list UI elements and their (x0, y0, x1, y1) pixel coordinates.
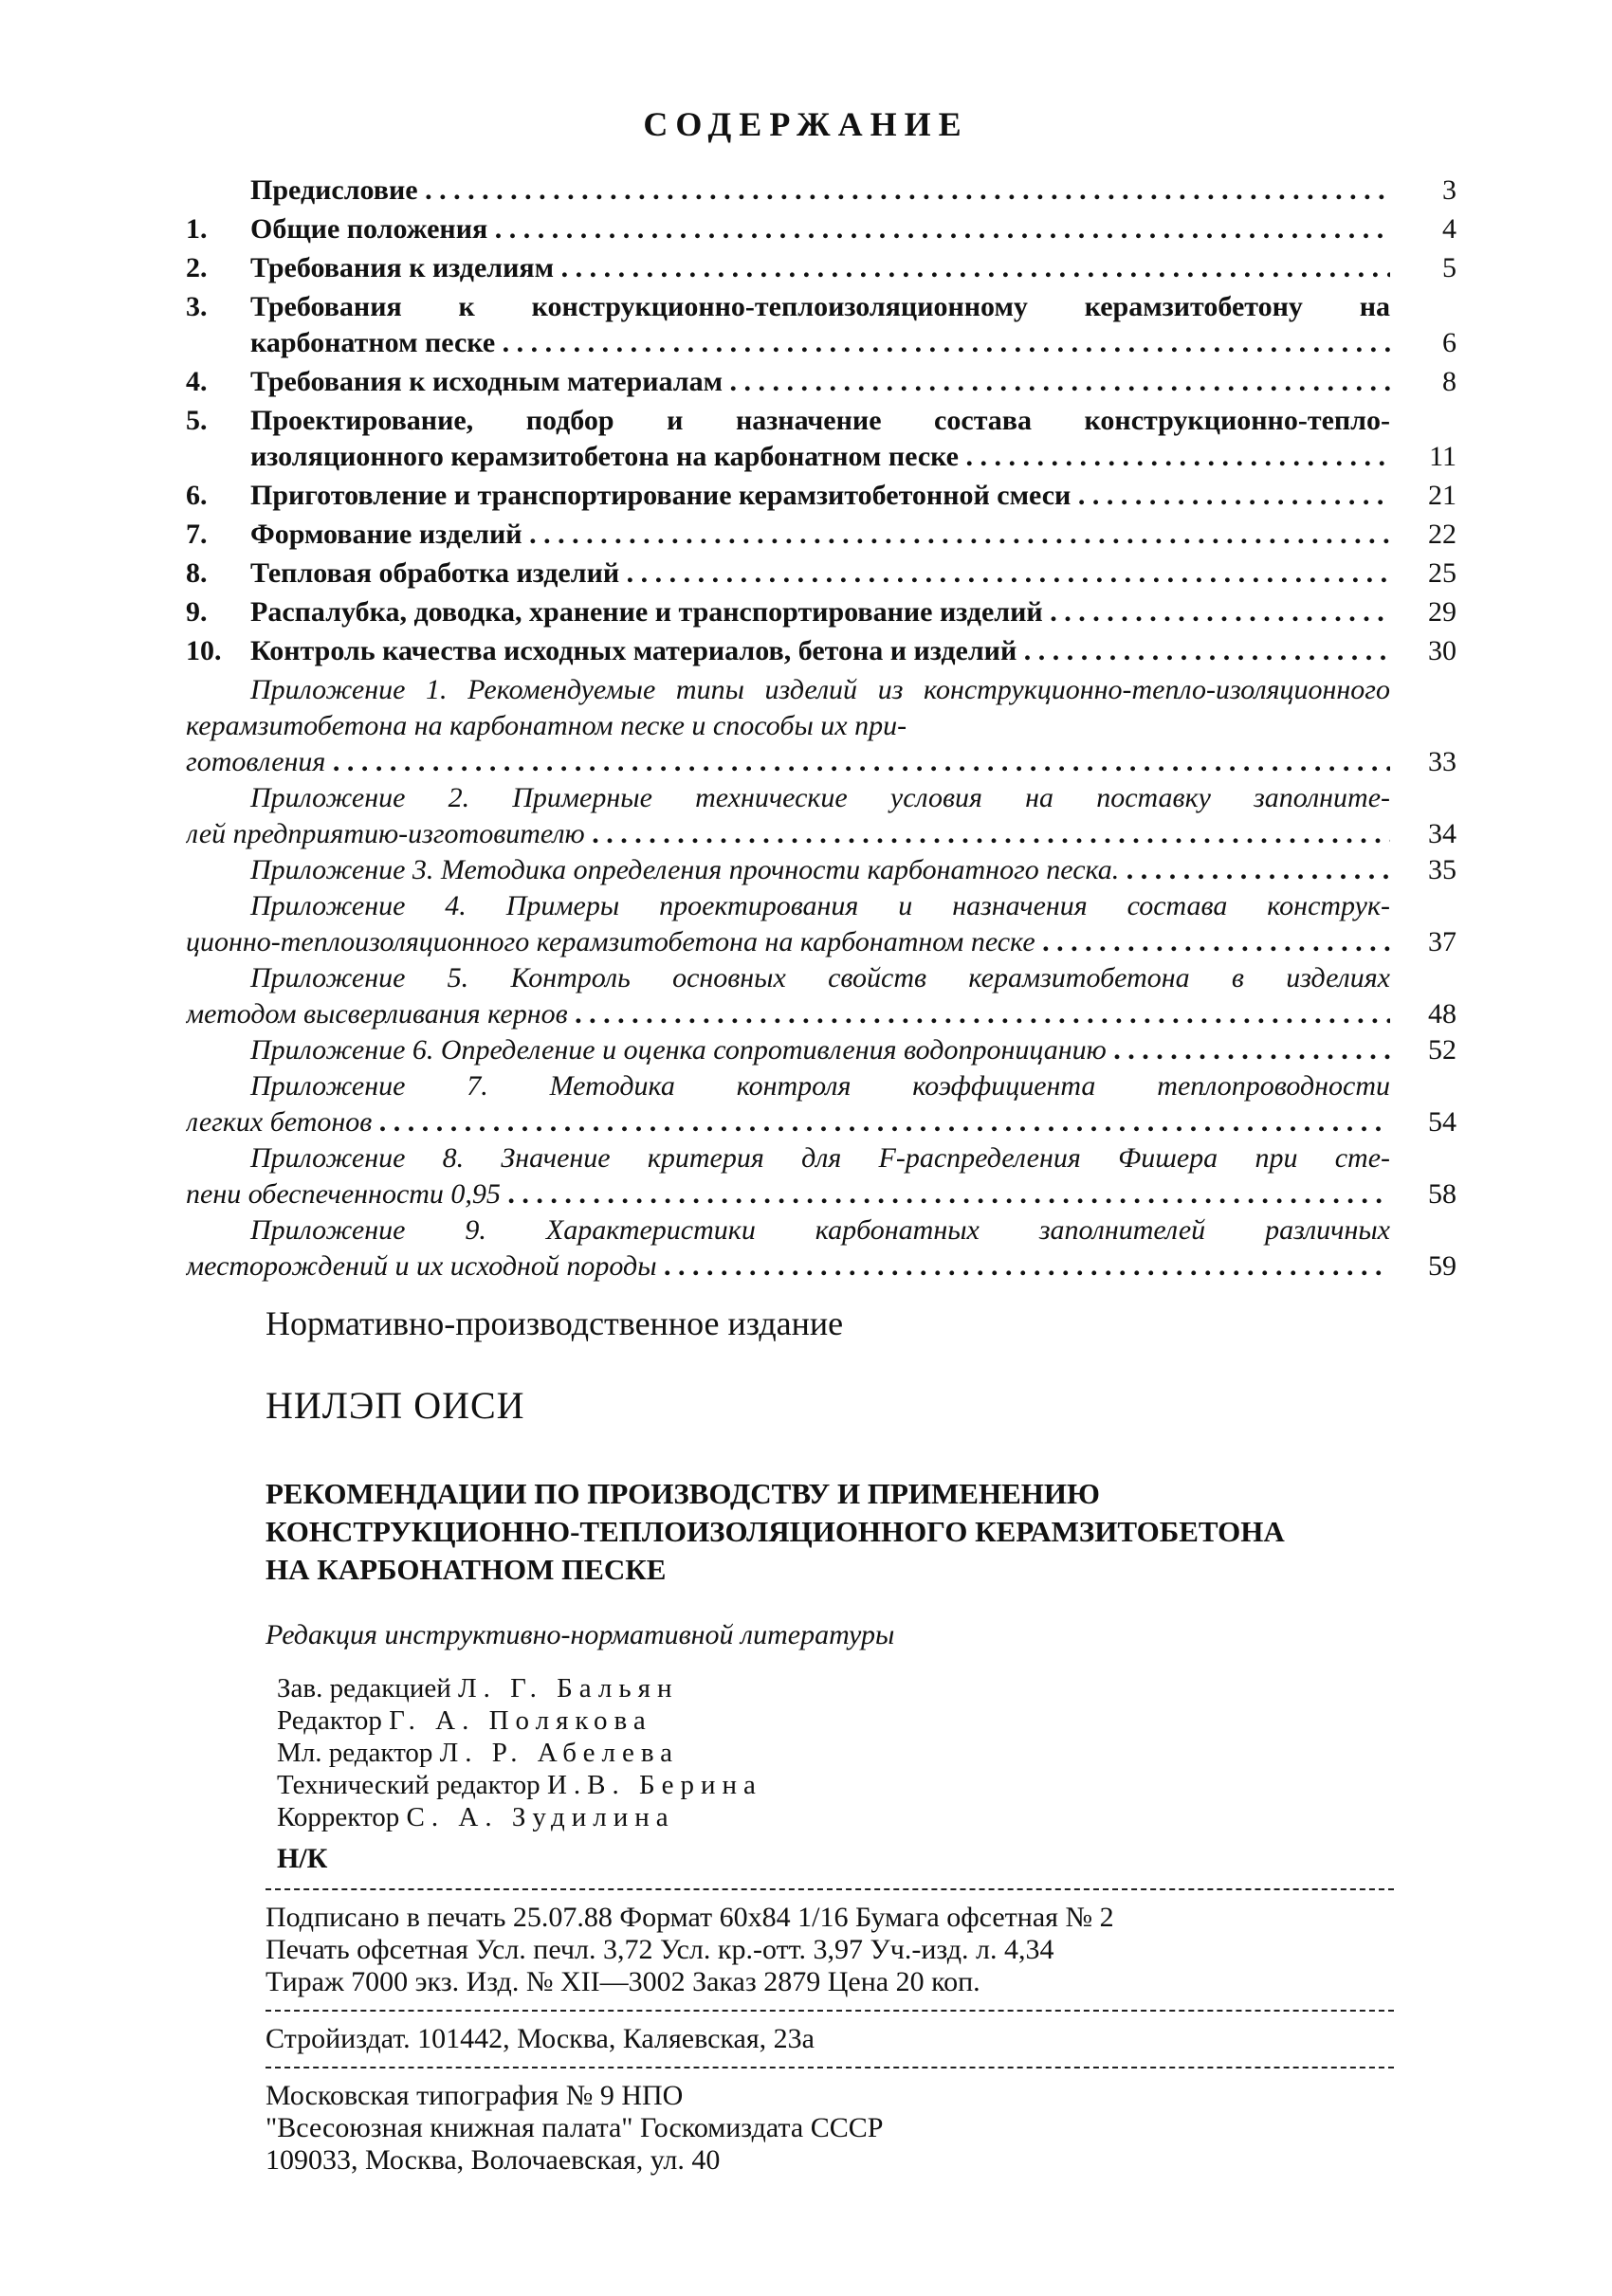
staff-role: Редактор (277, 1705, 382, 1736)
staff-role: Корректор (277, 1802, 400, 1832)
toc-entry-text: Распалубка, доводка, хранение и транспортирование изделий (250, 596, 1043, 628)
toc-entry-text: Контроль качества исходных материалов, бетона и изделий (250, 635, 1017, 666)
toc-appendix (186, 1032, 1456, 1068)
toc-entry (186, 478, 1456, 514)
toc-entry-page: 4 (1442, 213, 1456, 245)
toc-entry (186, 364, 1456, 400)
toc-entry-text-line: Проектирование, подбор и назначение состава конструкционно-тепло- (250, 405, 1390, 436)
staff-name: И.В. Берина (546, 1770, 762, 1800)
toc-appendix (186, 888, 1456, 960)
toc-entry-number: 2. (186, 252, 208, 283)
printer-info (266, 2074, 1460, 2184)
toc-appendix-text-end: методом высверливания кернов . . . (186, 996, 1390, 1032)
publisher-info (266, 2017, 1460, 2063)
toc-entry-text: Общие положения (250, 213, 488, 245)
toc-entry-text: Тепловая обработка изделий (250, 557, 620, 589)
staff-line (277, 1769, 1460, 1801)
staff-line (277, 1801, 1460, 1833)
print-info-line: Печать офсетная Усл. печл. 3,72 Усл. кр.-отт. 3,97 Уч.-изд. л. 4,34 (266, 1934, 1054, 1965)
toc-entry-number: 8. (186, 557, 208, 589)
divider (266, 1888, 1394, 1890)
toc-entry (186, 556, 1456, 592)
toc-appendix-page: 34 (1428, 818, 1456, 849)
book-title-line: НА КАРБОНАТНОМ ПЕСКЕ (266, 1553, 667, 1586)
toc-appendix-text-end: готовления . . . (186, 744, 1390, 780)
printer-line: "Всесоюзная книжная палата" Госкомиздата СССР (266, 2112, 884, 2143)
toc-entry-page: 30 (1428, 635, 1456, 666)
toc-entry-text-line: изоляционного керамзитобетона на карбонатном песке . . . (250, 439, 1390, 475)
toc-appendix-page: 37 (1428, 926, 1456, 957)
toc-appendix (186, 780, 1456, 852)
toc-entry-number: 5. (186, 405, 208, 436)
print-info (266, 1896, 1460, 2006)
toc-entry (186, 403, 1456, 475)
toc-entry-text: Формование изделий (250, 519, 522, 550)
staff-line (277, 1704, 1460, 1737)
table-of-contents (186, 173, 1456, 1285)
toc-entry-page: 5 (1442, 252, 1456, 283)
toc-appendix-text-end: легких бетонов . . . (186, 1104, 1390, 1140)
toc-entry (186, 517, 1456, 553)
toc-entry-page: 3 (1442, 174, 1456, 206)
toc-entry-text: Предисловие (250, 174, 418, 206)
toc-entry-page: 25 (1428, 557, 1456, 589)
toc-appendix-text-end: месторождений и их исходной породы . . . (186, 1248, 1390, 1285)
toc-entry-text-line: Требования к конструкционно-теплоизоляционному керамзитобетону на (250, 291, 1390, 322)
toc-entry (186, 211, 1456, 247)
book-title-line: КОНСТРУКЦИОННО-ТЕПЛОИЗОЛЯЦИОННОГО КЕРАМЗИТОБЕТОНА (266, 1515, 1285, 1548)
toc-entry (186, 250, 1456, 286)
staff-name: Л. Р. Абелева (439, 1738, 680, 1768)
nk-mark: Н/К (277, 1843, 328, 1874)
staff-name: Л. Г. Бальян (457, 1673, 679, 1704)
toc-entry (186, 289, 1456, 361)
toc-entry-number: 7. (186, 519, 208, 550)
toc-appendix-page: 54 (1428, 1106, 1456, 1138)
toc-entry-page: 8 (1442, 366, 1456, 397)
toc-appendix (186, 1068, 1456, 1140)
staff-role: Технический редактор (277, 1770, 540, 1800)
toc-entry-text: Требования к изделиям (250, 252, 555, 283)
toc-entry-page: 11 (1429, 441, 1456, 472)
toc-entry (186, 633, 1456, 669)
toc-entry-number: 1. (186, 213, 208, 245)
toc-entry (186, 594, 1456, 630)
publisher-line: Стройиздат. 101442, Москва, Каляевская, 23а (266, 2023, 815, 2054)
toc-appendix-text: Приложение 5. Контроль основных свойств керамзитобетона в изделиях (250, 962, 1390, 993)
printer-line: 109033, Москва, Волочаевская, ул. 40 (266, 2144, 721, 2176)
toc-entry-number: 3. (186, 291, 208, 322)
toc-entry-number: 4. (186, 366, 208, 397)
toc-appendix-page: 48 (1428, 998, 1456, 1030)
staff-list (277, 1672, 1460, 1875)
edition-type: Нормативно-производственное издание (266, 1304, 844, 1342)
toc-appendix-text-end: ционно-теплоизоляционного керамзитобетона на карбонатном песке . . . (186, 924, 1390, 960)
staff-line (277, 1672, 1460, 1704)
divider (266, 2010, 1394, 2012)
toc-appendix-page: 52 (1428, 1034, 1456, 1066)
toc-title: СОДЕРЖАНИЕ (643, 105, 969, 143)
toc-appendix-page: 59 (1428, 1250, 1456, 1282)
toc-entry-text: Требования к исходным материалам (250, 366, 724, 397)
toc-appendix-page: 58 (1428, 1178, 1456, 1210)
toc-entry-number: 6. (186, 480, 208, 511)
toc-entry-page: 22 (1428, 519, 1456, 550)
staff-name: С. А. Зудилина (406, 1802, 675, 1832)
toc-appendix-text-end: лей предприятию-изготовителю . . . (186, 816, 1390, 852)
toc-appendix (186, 960, 1456, 1032)
staff-line (277, 1737, 1460, 1769)
toc-appendix-text-end: Приложение 6. Определение и оценка сопротивления водопроницанию . . . (186, 1032, 1390, 1068)
staff-name: Г. А. Полякова (389, 1705, 652, 1736)
divider (266, 2067, 1394, 2068)
toc-entry-number: 10. (186, 635, 222, 666)
toc-entry-page: 29 (1428, 596, 1456, 628)
toc-appendix-text: Приложение 7. Методика контроля коэффициента теплопроводности (250, 1070, 1390, 1102)
toc-appendix-text: Приложение 9. Характеристики карбонатных заполнителей различных (250, 1214, 1390, 1246)
book-title-line: РЕКОМЕНДАЦИИ ПО ПРОИЗВОДСТВУ И ПРИМЕНЕНИЮ (266, 1477, 1100, 1510)
imprint-block (266, 1303, 1460, 2184)
toc-entry-page: 21 (1428, 480, 1456, 511)
staff-role: Зав. редакцией (277, 1673, 451, 1704)
toc-appendix-page: 33 (1428, 746, 1456, 777)
toc-appendix-text: Приложение 4. Примеры проектирования и назначения состава конструк- (250, 890, 1390, 921)
toc-appendix (186, 1212, 1456, 1285)
toc-appendix-page: 35 (1428, 854, 1456, 885)
print-info-line: Подписано в печать 25.07.88 Формат 60х84 1/16 Бумага офсетная № 2 (266, 1902, 1114, 1933)
toc-appendix (186, 672, 1456, 780)
toc-appendix (186, 1140, 1456, 1212)
toc-appendix (186, 852, 1456, 888)
organization-name: НИЛЭП ОИСИ (266, 1384, 525, 1427)
toc-appendix-text-end: Приложение 3. Методика определения прочности карбонатного песка. . . . (186, 852, 1390, 888)
toc-entry-page: 6 (1442, 327, 1456, 358)
toc-appendix-text: Приложение 1. Рекомендуемые типы изделий из конструкционно-тепло-изоляционного керамзитобетона на карбонатном песке и способы их при- (186, 674, 1390, 741)
toc-appendix-text-end: пени обеспеченности 0,95 . . . (186, 1176, 1390, 1212)
book-title (266, 1475, 1460, 1589)
toc-entry-number: 9. (186, 596, 208, 628)
toc-appendix-text: Приложение 8. Значение критерия для F-распределения Фишера при сте- (250, 1142, 1390, 1174)
editorial-office: Редакция инструктивно-нормативной литературы (266, 1619, 895, 1650)
toc-entry (186, 173, 1456, 209)
toc-appendix-text: Приложение 2. Примерные технические условия на поставку заполните- (250, 782, 1390, 813)
toc-entry-text: Приготовление и транспортирование керамзитобетонной смеси (250, 480, 1072, 511)
staff-role: Мл. редактор (277, 1738, 433, 1768)
printer-line: Московская типография № 9 НПО (266, 2080, 684, 2111)
toc-entry-text-line: карбонатном песке . . . (250, 325, 1390, 361)
print-info-line: Тираж 7000 экз. Изд. № XII—3002 Заказ 2879 Цена 20 коп. (266, 1966, 980, 1997)
